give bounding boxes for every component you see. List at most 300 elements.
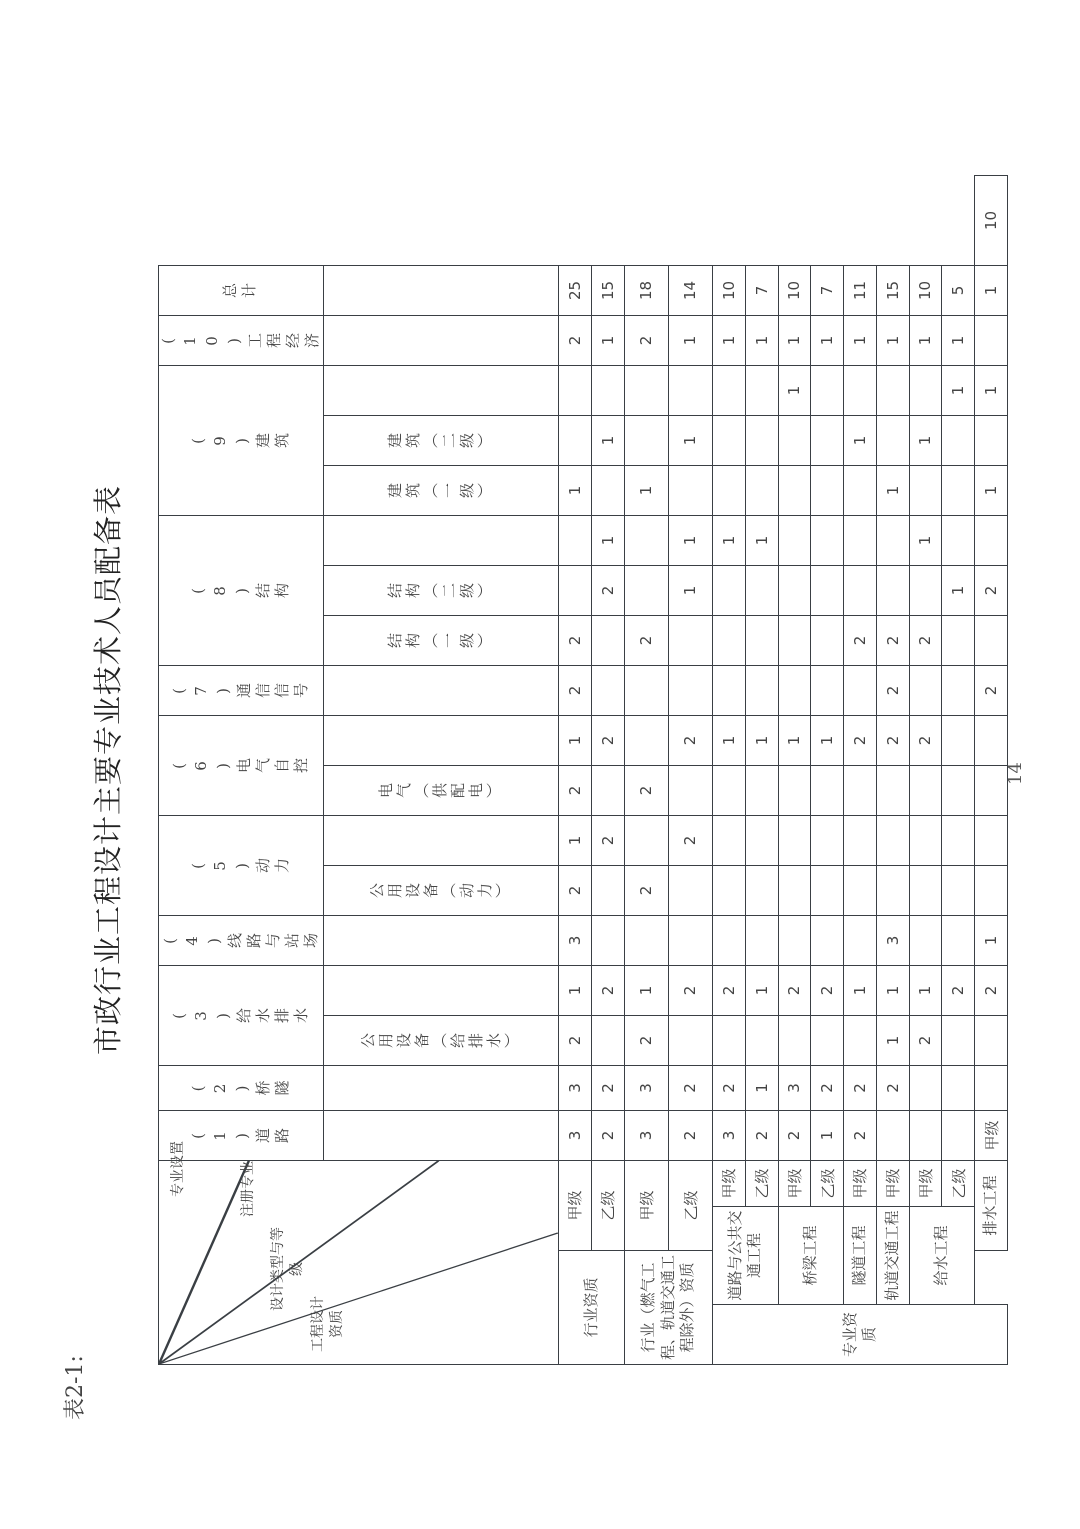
value-cell bbox=[942, 515, 975, 565]
page-number: 14 bbox=[1005, 762, 1026, 785]
page-title: 市政行业工程设计主要专业技术人员配备表 bbox=[91, 484, 125, 1055]
value-cell: 2 bbox=[713, 1066, 746, 1111]
total-cell: 7 bbox=[745, 265, 778, 315]
corner-label-design-type-grade: 设计类型与等级 bbox=[270, 1227, 305, 1311]
value-cell bbox=[975, 616, 1008, 666]
value-cell: 2 bbox=[942, 966, 975, 1016]
type-road: 道路与公共交通工程 bbox=[713, 1207, 779, 1305]
sub-power-blank bbox=[324, 816, 559, 866]
group-industry-partial: 行业（燃气工程、轨道交通工程除外）资质 bbox=[624, 1251, 713, 1365]
value-cell: 2 bbox=[876, 1066, 909, 1111]
value-cell: 1 bbox=[876, 1016, 909, 1066]
value-cell bbox=[778, 566, 811, 616]
value-cell bbox=[778, 666, 811, 716]
value-cell bbox=[811, 465, 844, 515]
corner-label-specialty-setting: 专业设置 bbox=[170, 1141, 186, 1197]
value-cell bbox=[876, 816, 909, 866]
value-cell: 1 bbox=[559, 716, 592, 766]
total-cell: 10 bbox=[975, 176, 1008, 266]
value-cell: 1 bbox=[778, 315, 811, 365]
value-cell bbox=[624, 365, 668, 415]
value-cell bbox=[713, 616, 746, 666]
type-rail: 轨道交通工程 bbox=[876, 1207, 909, 1305]
rotated-table-container bbox=[158, 175, 1008, 1365]
total-cell: 10 bbox=[778, 265, 811, 315]
grade-cell: 甲级 bbox=[624, 1161, 668, 1251]
value-cell bbox=[778, 415, 811, 465]
value-cell bbox=[745, 415, 778, 465]
value-cell bbox=[713, 766, 746, 816]
sub-signal bbox=[324, 666, 559, 716]
value-cell: 1 bbox=[745, 1066, 778, 1111]
value-cell bbox=[811, 816, 844, 866]
total-cell: 18 bbox=[624, 265, 668, 315]
value-cell bbox=[844, 465, 877, 515]
corner-label-qualification: 工程设计资质 bbox=[310, 1296, 345, 1352]
total-cell: 14 bbox=[668, 265, 712, 315]
value-cell bbox=[591, 465, 624, 515]
value-cell bbox=[624, 415, 668, 465]
header-structure: (8)结构 bbox=[159, 515, 324, 665]
grade-cell: 乙级 bbox=[942, 1161, 975, 1207]
value-cell bbox=[942, 415, 975, 465]
sub-structure-blank bbox=[324, 515, 559, 565]
value-cell bbox=[811, 766, 844, 816]
value-cell bbox=[909, 1111, 942, 1161]
value-cell bbox=[559, 515, 592, 565]
sub-power-public: 公用设备（动力） bbox=[324, 866, 559, 916]
value-cell: 1 bbox=[624, 465, 668, 515]
value-cell: 1 bbox=[668, 315, 712, 365]
value-cell: 2 bbox=[975, 566, 1008, 616]
type-water-supply: 给水工程 bbox=[909, 1207, 975, 1305]
type-bridge: 桥梁工程 bbox=[778, 1207, 844, 1305]
value-cell bbox=[876, 766, 909, 816]
value-cell bbox=[745, 465, 778, 515]
value-cell bbox=[778, 866, 811, 916]
value-cell: 2 bbox=[778, 966, 811, 1016]
value-cell: 1 bbox=[591, 415, 624, 465]
value-cell: 1 bbox=[778, 365, 811, 415]
value-cell: 2 bbox=[876, 616, 909, 666]
value-cell: 2 bbox=[713, 966, 746, 1016]
value-cell bbox=[668, 766, 712, 816]
value-cell: 1 bbox=[876, 465, 909, 515]
value-cell: 2 bbox=[591, 566, 624, 616]
value-cell: 1 bbox=[559, 465, 592, 515]
header-power: (5)动力 bbox=[159, 816, 324, 916]
table-row bbox=[975, 176, 1008, 1365]
group-industry: 行业资质 bbox=[559, 1251, 625, 1365]
value-cell: 1 bbox=[745, 716, 778, 766]
value-cell bbox=[624, 716, 668, 766]
value-cell bbox=[942, 766, 975, 816]
value-cell: 2 bbox=[844, 1111, 877, 1161]
value-cell: 1 bbox=[713, 716, 746, 766]
grade-cell: 甲级 bbox=[713, 1161, 746, 1207]
value-cell: 3 bbox=[559, 1111, 592, 1161]
table-row bbox=[909, 176, 942, 1365]
value-cell bbox=[591, 766, 624, 816]
value-cell: 2 bbox=[778, 1111, 811, 1161]
table-row bbox=[559, 176, 592, 1365]
value-cell bbox=[745, 1016, 778, 1066]
value-cell: 1 bbox=[591, 315, 624, 365]
value-cell: 2 bbox=[668, 716, 712, 766]
value-cell bbox=[745, 916, 778, 966]
value-cell: 2 bbox=[624, 1016, 668, 1066]
value-cell bbox=[591, 365, 624, 415]
value-cell bbox=[559, 365, 592, 415]
table-row bbox=[778, 176, 811, 1365]
value-cell bbox=[668, 616, 712, 666]
value-cell bbox=[745, 616, 778, 666]
value-cell bbox=[909, 1066, 942, 1111]
value-cell bbox=[811, 415, 844, 465]
value-cell: 1 bbox=[713, 515, 746, 565]
value-cell: 1 bbox=[942, 315, 975, 365]
total-cell: 10 bbox=[713, 265, 746, 315]
value-cell: 2 bbox=[624, 866, 668, 916]
table-row bbox=[624, 176, 668, 1365]
value-cell bbox=[713, 816, 746, 866]
value-cell: 1 bbox=[909, 966, 942, 1016]
value-cell bbox=[909, 916, 942, 966]
value-cell bbox=[975, 866, 1008, 916]
value-cell bbox=[975, 315, 1008, 365]
grade-cell: 甲级 bbox=[909, 1161, 942, 1207]
value-cell: 1 bbox=[559, 816, 592, 866]
value-cell bbox=[668, 916, 712, 966]
value-cell bbox=[844, 515, 877, 565]
value-cell: 3 bbox=[624, 1066, 668, 1111]
value-cell: 1 bbox=[909, 515, 942, 565]
value-cell bbox=[975, 415, 1008, 465]
value-cell: 2 bbox=[559, 616, 592, 666]
value-cell bbox=[844, 365, 877, 415]
value-cell: 1 bbox=[844, 315, 877, 365]
value-cell: 1 bbox=[811, 716, 844, 766]
value-cell: 2 bbox=[876, 716, 909, 766]
value-cell: 1 bbox=[668, 415, 712, 465]
value-cell: 3 bbox=[778, 1066, 811, 1111]
value-cell: 2 bbox=[668, 1066, 712, 1111]
value-cell bbox=[942, 916, 975, 966]
table-row bbox=[745, 176, 778, 1365]
sub-road bbox=[324, 1111, 559, 1161]
value-cell: 1 bbox=[624, 966, 668, 1016]
table-row bbox=[876, 176, 909, 1365]
value-cell bbox=[778, 465, 811, 515]
value-cell: 1 bbox=[668, 566, 712, 616]
value-cell bbox=[811, 866, 844, 916]
grade-cell: 乙级 bbox=[668, 1161, 712, 1251]
value-cell: 1 bbox=[811, 1111, 844, 1161]
value-cell: 2 bbox=[591, 1111, 624, 1161]
table-row bbox=[811, 176, 844, 1365]
value-cell bbox=[591, 666, 624, 716]
value-cell: 1 bbox=[591, 515, 624, 565]
value-cell: 2 bbox=[591, 816, 624, 866]
value-cell: 1 bbox=[778, 716, 811, 766]
value-cell: 2 bbox=[975, 666, 1008, 716]
value-cell: 2 bbox=[975, 966, 1008, 1016]
sub-bridge bbox=[324, 1066, 559, 1111]
value-cell: 1 bbox=[668, 515, 712, 565]
value-cell bbox=[668, 465, 712, 515]
value-cell bbox=[844, 816, 877, 866]
value-cell bbox=[591, 1016, 624, 1066]
type-drainage: 排水工程 bbox=[975, 1161, 1008, 1251]
value-cell bbox=[668, 866, 712, 916]
value-cell: 1 bbox=[876, 966, 909, 1016]
table-row bbox=[942, 176, 975, 1365]
table-row bbox=[668, 176, 712, 1365]
value-cell bbox=[624, 566, 668, 616]
total-cell: 15 bbox=[591, 265, 624, 315]
value-cell bbox=[745, 566, 778, 616]
value-cell bbox=[909, 365, 942, 415]
value-cell: 1 bbox=[811, 315, 844, 365]
value-cell bbox=[975, 515, 1008, 565]
value-cell: 2 bbox=[591, 716, 624, 766]
value-cell bbox=[778, 766, 811, 816]
sub-architecture-2: 建筑（二级） bbox=[324, 415, 559, 465]
value-cell bbox=[909, 465, 942, 515]
value-cell bbox=[811, 566, 844, 616]
total-cell: 5 bbox=[942, 265, 975, 315]
value-cell: 1 bbox=[745, 515, 778, 565]
total-cell: 11 bbox=[844, 265, 877, 315]
value-cell bbox=[745, 365, 778, 415]
header-total: 总计 bbox=[159, 265, 324, 315]
value-cell bbox=[778, 816, 811, 866]
value-cell bbox=[844, 766, 877, 816]
grade-cell: 乙级 bbox=[591, 1161, 624, 1251]
header-signal: (7)通信信号 bbox=[159, 666, 324, 716]
value-cell bbox=[713, 866, 746, 916]
value-cell: 3 bbox=[559, 1066, 592, 1111]
sub-total bbox=[324, 265, 559, 315]
sub-water-public: 公用设备（给排水） bbox=[324, 1016, 559, 1066]
value-cell bbox=[942, 465, 975, 515]
value-cell bbox=[844, 916, 877, 966]
value-cell bbox=[745, 666, 778, 716]
value-cell: 2 bbox=[668, 816, 712, 866]
value-cell: 2 bbox=[844, 716, 877, 766]
value-cell: 3 bbox=[713, 1111, 746, 1161]
corner-header bbox=[159, 1141, 559, 1365]
value-cell: 2 bbox=[876, 666, 909, 716]
value-cell bbox=[713, 666, 746, 716]
total-cell: 15 bbox=[876, 265, 909, 315]
value-cell: 2 bbox=[909, 716, 942, 766]
header-road: (1)道路 bbox=[159, 1111, 324, 1161]
value-cell bbox=[844, 666, 877, 716]
sub-line bbox=[324, 916, 559, 966]
value-cell: 2 bbox=[811, 966, 844, 1016]
value-cell bbox=[876, 566, 909, 616]
value-cell bbox=[876, 415, 909, 465]
value-cell: 1 bbox=[713, 315, 746, 365]
value-cell bbox=[559, 566, 592, 616]
value-cell bbox=[713, 916, 746, 966]
value-cell: 2 bbox=[668, 1111, 712, 1161]
value-cell bbox=[876, 365, 909, 415]
value-cell: 1 bbox=[745, 315, 778, 365]
value-cell: 2 bbox=[844, 616, 877, 666]
total-cell: 25 bbox=[559, 265, 592, 315]
sub-architecture-blank bbox=[324, 365, 559, 415]
value-cell: 2 bbox=[811, 1066, 844, 1111]
value-cell bbox=[811, 916, 844, 966]
value-cell: 1 bbox=[975, 465, 1008, 515]
value-cell bbox=[942, 666, 975, 716]
value-cell: 2 bbox=[909, 616, 942, 666]
grade-cell: 甲级 bbox=[778, 1161, 811, 1207]
value-cell: 2 bbox=[591, 966, 624, 1016]
value-cell bbox=[624, 916, 668, 966]
value-cell bbox=[909, 666, 942, 716]
diagonal-lines-icon bbox=[159, 1161, 558, 1364]
value-cell bbox=[811, 365, 844, 415]
value-cell bbox=[975, 716, 1008, 766]
value-cell bbox=[713, 365, 746, 415]
value-cell bbox=[591, 916, 624, 966]
value-cell bbox=[844, 1016, 877, 1066]
value-cell bbox=[909, 816, 942, 866]
value-cell: 1 bbox=[909, 415, 942, 465]
value-cell bbox=[745, 766, 778, 816]
sub-water-blank bbox=[324, 966, 559, 1016]
header-bridge-tunnel: (2)桥隧 bbox=[159, 1066, 324, 1111]
value-cell: 1 bbox=[975, 916, 1008, 966]
value-cell bbox=[942, 816, 975, 866]
header-electric: (6)电气自控 bbox=[159, 716, 324, 816]
value-cell: 2 bbox=[745, 1111, 778, 1161]
sub-electric-supply: 电气（供配电） bbox=[324, 766, 559, 816]
value-cell bbox=[778, 616, 811, 666]
value-cell bbox=[909, 866, 942, 916]
value-cell: 2 bbox=[844, 1066, 877, 1111]
value-cell: 3 bbox=[876, 916, 909, 966]
value-cell: 1 bbox=[745, 966, 778, 1016]
value-cell bbox=[811, 666, 844, 716]
value-cell: 2 bbox=[559, 666, 592, 716]
value-cell bbox=[811, 1016, 844, 1066]
header-row-major bbox=[159, 176, 324, 1365]
value-cell: 3 bbox=[559, 916, 592, 966]
value-cell bbox=[778, 916, 811, 966]
value-cell bbox=[591, 866, 624, 916]
value-cell: 1 bbox=[844, 966, 877, 1016]
value-cell: 1 bbox=[559, 966, 592, 1016]
sub-structure-2: 结构（二级） bbox=[324, 566, 559, 616]
value-cell bbox=[778, 1016, 811, 1066]
value-cell: 1 bbox=[876, 315, 909, 365]
sub-electric-blank bbox=[324, 716, 559, 766]
total-cell: 7 bbox=[811, 265, 844, 315]
sub-architecture-1: 建筑（一级） bbox=[324, 465, 559, 515]
value-cell bbox=[713, 566, 746, 616]
value-cell bbox=[975, 1016, 1008, 1066]
value-cell bbox=[942, 1016, 975, 1066]
header-economics: (10)工程经济 bbox=[159, 315, 324, 365]
value-cell bbox=[975, 816, 1008, 866]
sub-economics bbox=[324, 315, 559, 365]
grade-cell: 甲级 bbox=[844, 1161, 877, 1207]
value-cell bbox=[942, 866, 975, 916]
value-cell bbox=[942, 1066, 975, 1111]
grade-cell: 甲级 bbox=[975, 1111, 1008, 1161]
grade-cell: 乙级 bbox=[745, 1161, 778, 1207]
value-cell: 2 bbox=[559, 1016, 592, 1066]
value-cell: 2 bbox=[559, 766, 592, 816]
value-cell: 1 bbox=[909, 315, 942, 365]
value-cell: 1 bbox=[844, 415, 877, 465]
value-cell bbox=[811, 616, 844, 666]
value-cell: 2 bbox=[668, 966, 712, 1016]
corner-label-registered-specialty: 注册专业 bbox=[240, 1161, 256, 1217]
value-cell bbox=[909, 566, 942, 616]
value-cell bbox=[942, 1111, 975, 1161]
table-row bbox=[591, 176, 624, 1365]
value-cell: 2 bbox=[624, 616, 668, 666]
value-cell: 2 bbox=[624, 315, 668, 365]
group-specialty: 专业资质 bbox=[713, 1305, 1008, 1365]
value-cell: 1 bbox=[942, 566, 975, 616]
value-cell bbox=[909, 766, 942, 816]
value-cell bbox=[942, 716, 975, 766]
total-cell: 10 bbox=[909, 265, 942, 315]
value-cell bbox=[713, 415, 746, 465]
type-tunnel: 隧道工程 bbox=[844, 1207, 877, 1305]
value-cell: 2 bbox=[909, 1016, 942, 1066]
value-cell bbox=[745, 866, 778, 916]
header-architecture: (9)建筑 bbox=[159, 365, 324, 515]
value-cell bbox=[624, 816, 668, 866]
group-specialty-continued bbox=[975, 1251, 1008, 1305]
value-cell: 2 bbox=[624, 766, 668, 816]
value-cell bbox=[713, 465, 746, 515]
value-cell bbox=[975, 1066, 1008, 1111]
value-cell: 3 bbox=[624, 1111, 668, 1161]
sub-structure-1: 结构（一级） bbox=[324, 616, 559, 666]
value-cell: 2 bbox=[559, 315, 592, 365]
grade-cell: 乙级 bbox=[811, 1161, 844, 1207]
value-cell: 1 bbox=[975, 365, 1008, 415]
header-line-station: (4)线路与站场 bbox=[159, 916, 324, 966]
table-row bbox=[844, 176, 877, 1365]
value-cell bbox=[778, 515, 811, 565]
value-cell bbox=[811, 515, 844, 565]
value-cell bbox=[745, 816, 778, 866]
value-cell bbox=[668, 666, 712, 716]
value-cell bbox=[844, 866, 877, 916]
grade-cell: 甲级 bbox=[559, 1161, 592, 1251]
header-water: (3)给水排水 bbox=[159, 966, 324, 1066]
staffing-table bbox=[158, 175, 1008, 1365]
value-cell bbox=[876, 515, 909, 565]
value-cell bbox=[876, 866, 909, 916]
grade-cell: 甲级 bbox=[876, 1161, 909, 1207]
value-cell bbox=[876, 1111, 909, 1161]
value-cell: 2 bbox=[591, 1066, 624, 1111]
value-cell bbox=[844, 566, 877, 616]
value-cell: 1 bbox=[942, 365, 975, 415]
table-row bbox=[713, 176, 746, 1365]
value-cell bbox=[975, 766, 1008, 816]
